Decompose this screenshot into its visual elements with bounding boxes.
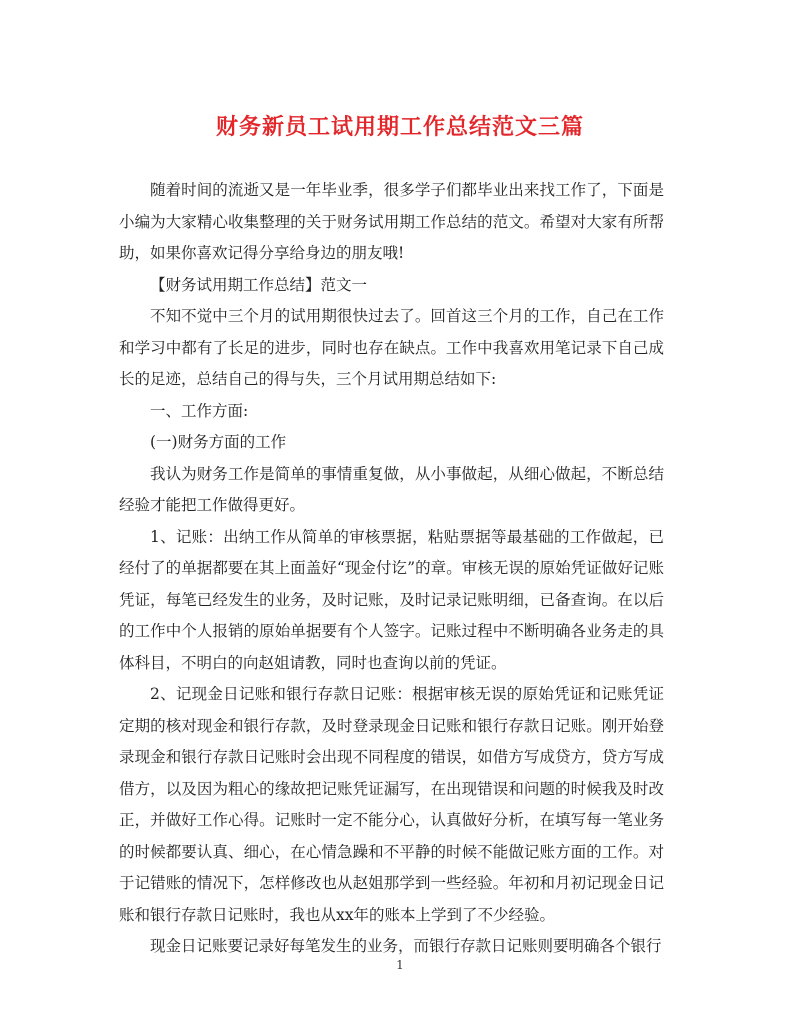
body-paragraph: 不知不觉中三个月的试用期很快过去了。回首这三个月的工作，自己在工作和学习中都有了长足的进步，同时也存在缺点。工作中我喜欢用笔记录下自己成长的足迹，总结自己的得与失，三个月试用期总结如下: <box>119 307 664 388</box>
subheading: (一)财务方面的工作 <box>150 433 287 451</box>
section-heading: 【财务试用期工作总结】范文一 <box>150 275 368 294</box>
body-paragraph: 2、记现金日记账和银行存款日记账：根据审核无误的原始凭证和记账凭证定期的核对现金和银行存款，及时登录现金日记账和银行存款日记账。刚开始登录现金和银行存款日记账时会出现不同程度的错误，如借方写成贷方，贷方写成借方，以及因为粗心的缘故把记账凭证漏写，在出现错误和问题的时候我及时改正，并做好工作心得。记账时一定不能分心，认真做好分析，在填写每一笔业务的时候都要认真、细心，在心情急躁和不平静的时候不能做记账方面的工作。对于记错账的情况下，怎样修改也从赵姐那学到一些经验。年初和月初记现金日记账和银行存款日记账时，我也从xx年的账本上学到了不少经验。 <box>119 685 664 924</box>
body-paragraph: 我认为财务工作是简单的事情重复做，从小事做起，从细心做起，不断总结经验才能把工作做得更好。 <box>119 464 664 514</box>
body-paragraph: 1、记账：出纳工作从简单的审核票据，粘贴票据等最基础的工作做起，已经付了的单据都要在其上面盖好“现金付讫”的章。审核无误的原始凭证做好记账凭证，每笔已经发生的业务，及时记账，及时记录记账明细，已备查询。在以后的工作中个人报销的原始单据要有个人签字。记账过程中不断明确各业务走的具体科目，不明白的向赵姐请教，同时也查询以前的凭证。 <box>119 527 664 672</box>
document-title: 财务新员工试用期工作总结范文三篇 <box>215 114 584 140</box>
page-number: 1 <box>396 958 404 972</box>
body-paragraph: 现金日记账要记录好每笔发生的业务，而银行存款日记账则要明确各个银行 <box>150 937 662 955</box>
intro-paragraph: 随着时间的流逝又是一年毕业季，很多学子们都毕业出来找工作了，下面是小编为大家精心收集整理的关于财务试用期工作总结的范文。希望对大家有所帮助，如果你喜欢记得分享给身边的朋友哦! <box>119 181 664 262</box>
subheading: 一、工作方面: <box>150 401 249 420</box>
document-body <box>119 175 664 963</box>
